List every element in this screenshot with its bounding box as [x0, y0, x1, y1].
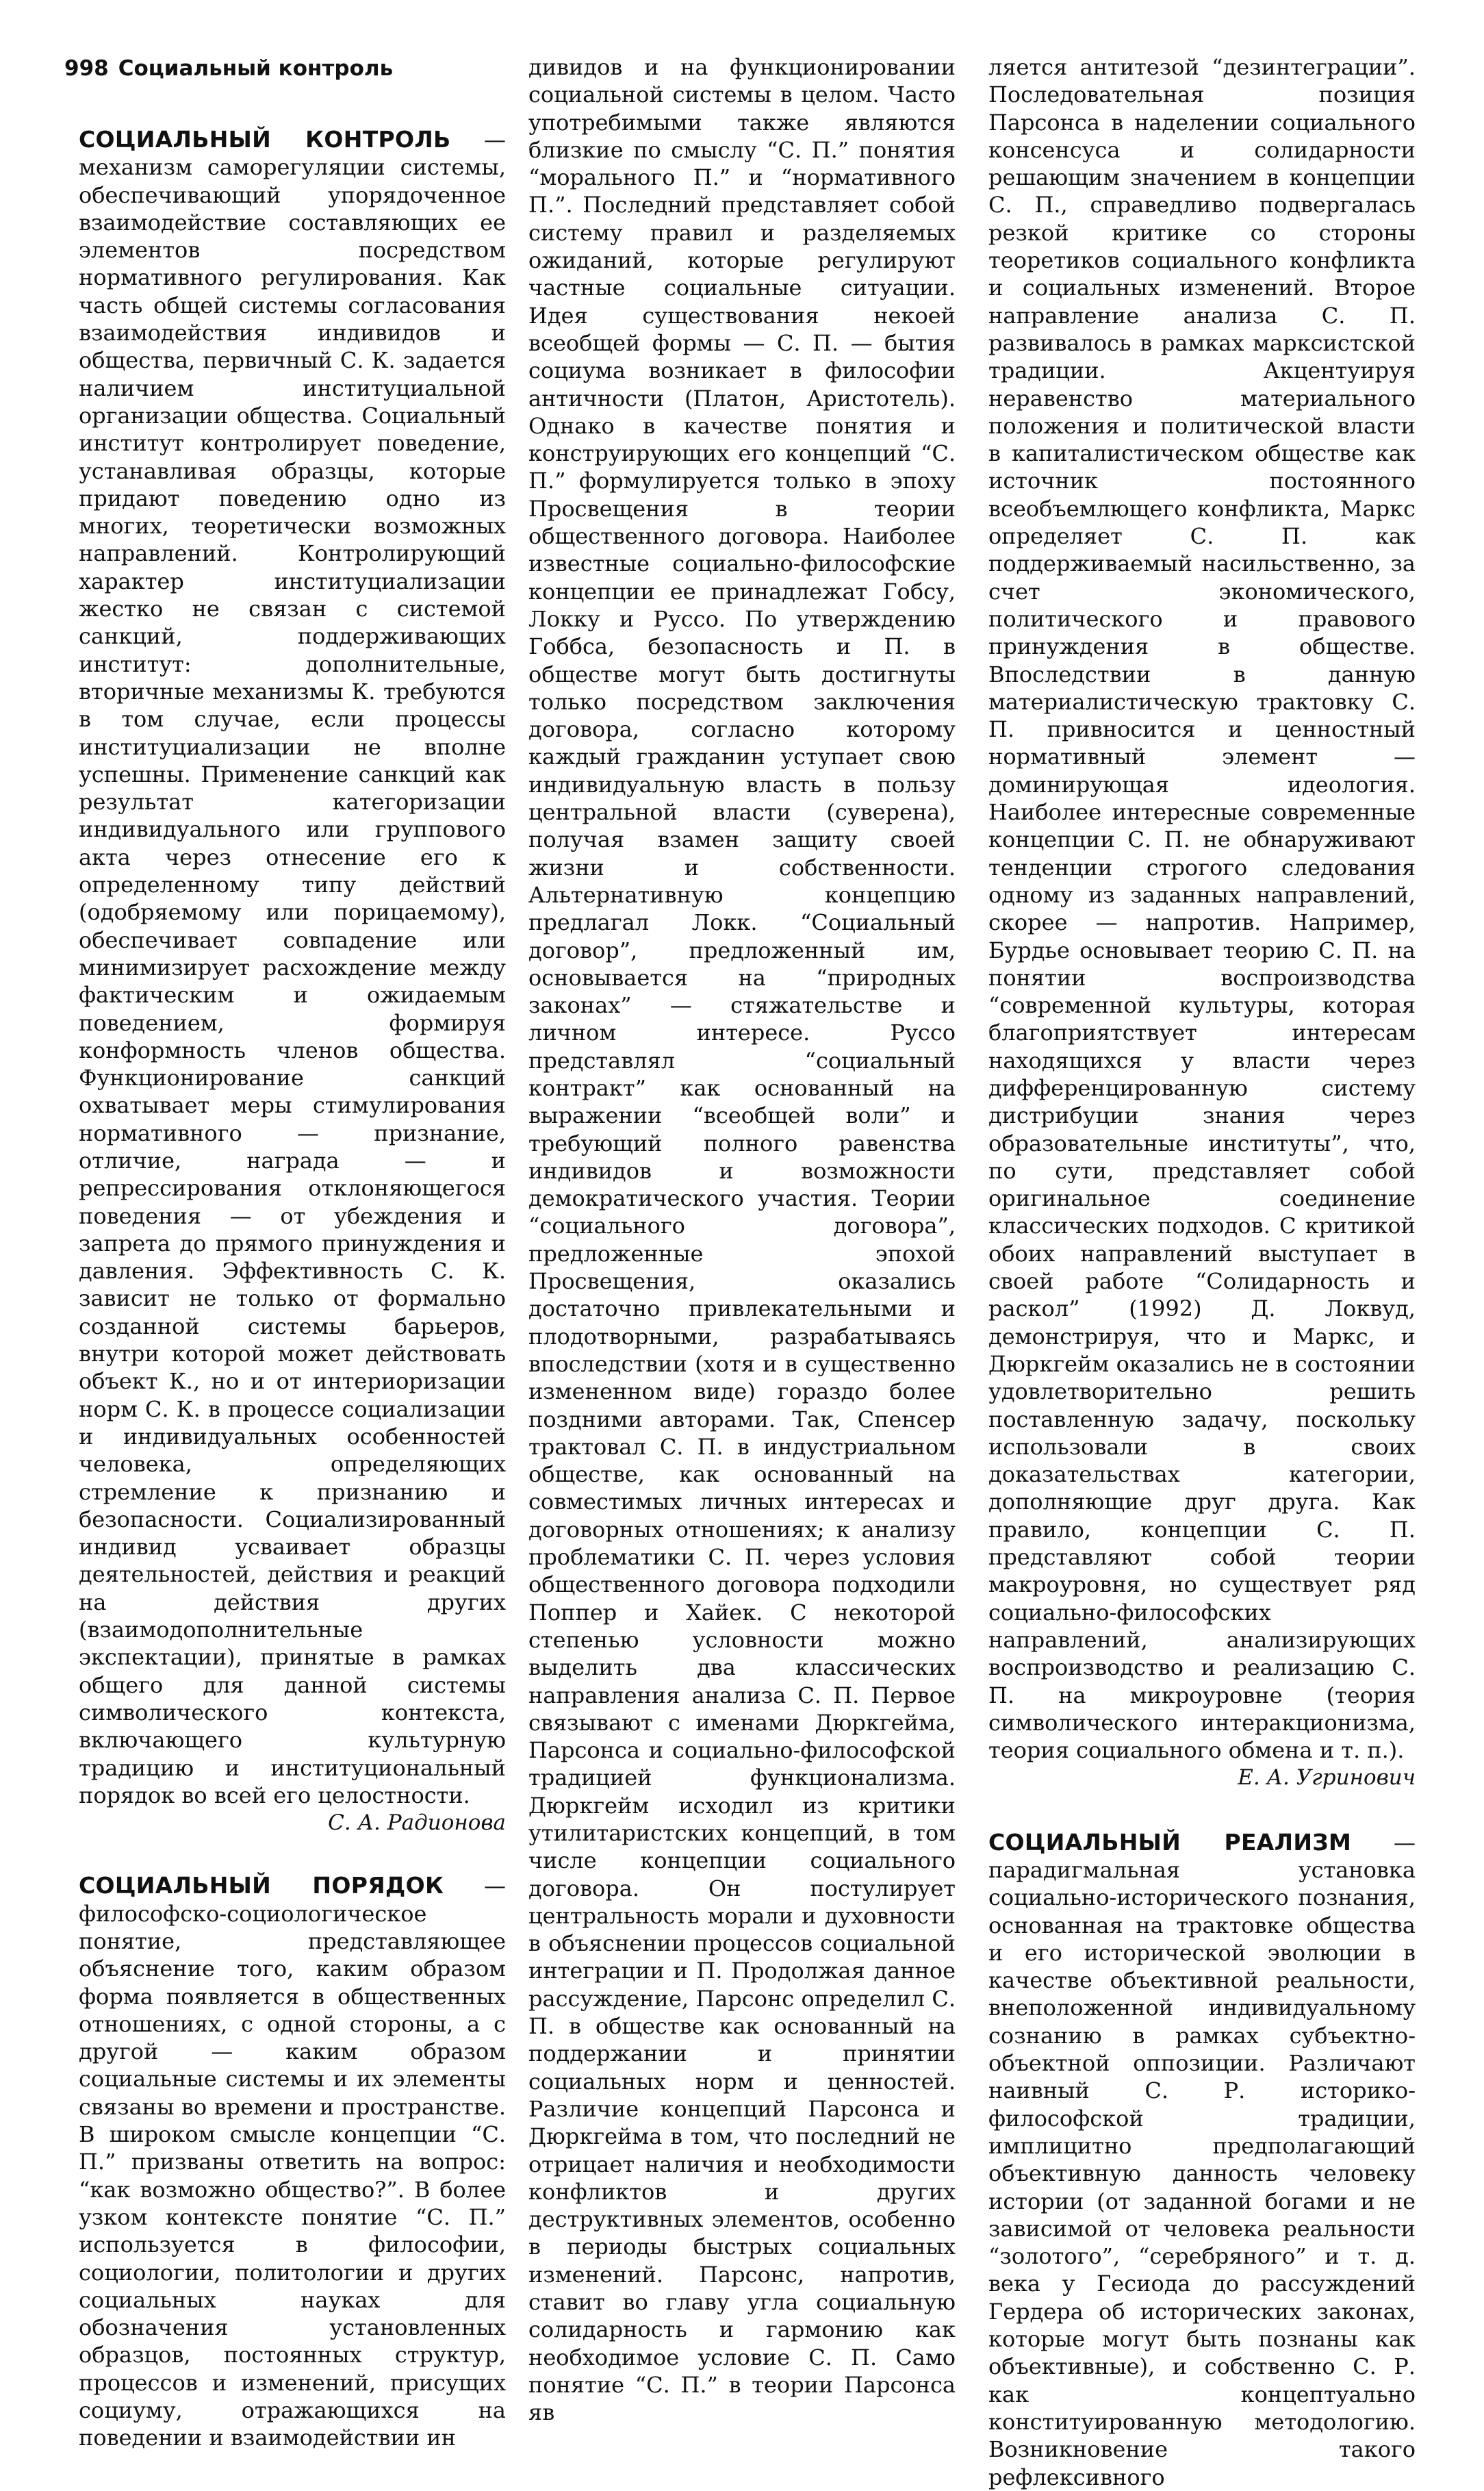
- entry-body: — парадигмальная установка социально-исторического познания, основанная на трактовке общества и его исторической эволюции в качестве объективной реальности, внеположенной индивидуальному сознанию в рамках субъектно-объектной оппозиции. Различают наивный С. Р. историко-философской традиции, имплицитно предполагающий объективную данность человеку истории (от заданной богами и не зависимой от человека реальности “золотого”, “серебряного” и т. д. века у Гесиода до рассуждений Гердера об исторических законах, которые могут быть познаны как объективные), и собственно С. Р. как концептуально конституированную методологию. Возникновение такого рефлексивного: [988, 1829, 1416, 2490]
- entry-body: — философско-социологическое понятие, представляющее объяснение того, каким образом форма появляется в общественных отношениях, с одной стороны, а с другой — каким образом социальные системы и их элементы связаны во времени и пространстве. В широком смысле концепции “С. П.” призваны ответить на вопрос: “как возможно общество?”. В более узком контексте понятие “С. П.” используется в философии, социологии, политологии и других социальных науках для обозначения установленных образцов, постоянных структур, процессов и изменений, присущих социуму, отражающихся на поведении и взаимодействии ин: [79, 1873, 506, 2451]
- entry-body-continued: дивидов и на функционировании социальной системы в целом. Часто употребимыми также являются близкие по смыслу “С. П.” понятия “морального П.” и “нормативного П.”. Последний представляет собой систему правил и разделяемых ожиданий, которые регулируют частные социальные ситуации. Идея существования некоей всеобщей формы — С. П. — бытия социума возникает в философии античности (Платон, Аристотель). Однако в качестве понятия и конструирующих его концепций “С. П.” формулируется только в эпоху Просвещения в теории общественного договора. Наиболее известные социально-философские концепции ее принадлежат Гобсу, Локку и Руссо. По утверждению Гоббса, безопасность и П. в обществе могут быть достигнуты только посредством заключения договора, согласно которому каждый гражданин уступает свою индивидуальную власть в пользу центральной власти (суверена), получая взамен защиту своей жизни и собственности. Альтернативную концепцию предлагал Локк. “Социальный договор”, предложенный им, основывается на “природных законах” — стяжательстве и личном интересе. Руссо представлял “социальный контракт” как основанный на выражении “всеобщей воли” и требующий полного равенства индивидов и возможности демократического участия. Теории “социального договора”, предложенные эпохой Просвещения, оказались достаточно привлекательными и плодотворными, разрабатываясь впоследствии (хотя и в существенно измененном виде) гораздо более поздними авторами. Так, Спенсер трактовал С. П. в индустриальном обществе, как основанный на совместимых личных интересах и договорных отношениях; к анализу проблематики С. П. через условия общественного договора подходили Поппер и Хайек. С некоторой степенью условности можно выделить два классических направления анализа С. П. Первое связывают с именами Дюркгейма, Парсонса и социально-философской традицией функционализма. Дюркгейм исходил из критики утилитаристских концепций, в том числе концепции социального договора. Он постулирует центральность морали и духовности в объяснении процессов социальной интеграции и П. Продолжая данное рассуждение, Парсонс определил С. П. в обществе как основанный на поддержании и принятии социальных норм и ценностей. Различие концепций Парсонса и Дюркгейма в том, что последний не отрицает наличия и необходимости конфликтов и других деструктивных элементов, особенно в периоды быстрых социальных изменений. Парсонс, напротив, ставит во главу угла социальную солидарность и гармонию как необходимое условие С. П. Само понятие “С. П.” в теории Парсонса яв: [528, 54, 956, 2426]
- entry-body-continued: ляется антитезой “дезинтеграции”. Последовательная позиция Парсонса в наделении социального консенсуса и солидарности решающим значением в концепции С. П., справедливо подвергалась резкой критике со стороны теоретиков социального конфликта и социальных изменений. Второе направление анализа С. П. развивалось в рамках марксистской традиции. Акцентуируя неравенство материального положения и политической власти в капиталистическом обществе как источник постоянного всеобъемлющего конфликта, Маркс определяет С. П. как поддерживаемый насильственно, за счет экономического, политического и правового принуждения в обществе. Впоследствии в данную материалистическую трактовку С. П. привносится и ценностный нормативный элемент — доминирующая идеология. Наиболее интересные современные концепции С. П. не обнаруживают тенденции строгого следования одному из заданных направлений, скорее — напротив. Например, Бурдье основывает теорию С. П. на понятии воспроизводства “современной культуры, которая благоприятствует интересам находящихся у власти через дифференцированную систему дистрибуции знания через образовательные институты”, что, по сути, представляет собой оригинальное соединение классических подходов. С критикой обоих направлений выступает в своей работе “Солидарность и раскол” (1992) Д. Локвуд, демонстрируя, что и Маркс, и Дюркгейм оказались не в состоянии удовлетворительно решить поставленную задачу, поскольку использовали в своих доказательствах категории, дополняющие друг друга. Как правило, концепции С. П. представляют собой теории макроуровня, но существует ряд социально-философских направлений, анализирующих воспроизводство и реализацию С. П. на микроуровне (теория символического интеракционизма, теория социального обмена и т. п.).: [988, 54, 1416, 1764]
- page-number: 998: [64, 56, 109, 81]
- entry-social-control: [79, 126, 506, 1809]
- entry-title: СОЦИАЛЬНЫЙ КОНТРОЛЬ: [79, 126, 451, 153]
- entry-author: Е. А. Угринович: [1238, 1765, 1416, 1791]
- entry-separator: [79, 1836, 506, 1872]
- entry-body: — механизм саморегуляции системы, обеспечивающий упорядоченное взаимодействие составляющих ее элементов посредством нормативного регулирования. Как часть общей системы согласования взаимодействия индивидов и общества, первичный С. К. задается наличием институциальной организации общества. Социальный институт контролирует поведение, устанавливая образцы, которые придают поведению одно из многих, теоретически возможных направлений. Контролирующий характер институциализации жестко не связан с системой санкций, поддерживающих институт: дополнительные, вторичные механизмы К. требуются в том случае, если процессы институциализации не вполне успешны. Применение санкций как результат категоризации индивидуального или группового акта через отнесение его к определенному типу действий (одобряемому или порицаемому), обеспечивает совпадение или минимизирует расхождение между фактическим и ожидаемым поведением, формируя конформность членов общества. Функционирование санкций охватывает меры стимулирования нормативного — признание, отличие, награда — и репрессирования отклоняющегося поведения — от убеждения и запрета до прямого принуждения и давления. Эффективность С. К. зависит не только от формально созданной системы барьеров, внутри которой может действовать объект К., но и от интериоризации норм С. К. в процессе социализации и индивидуальных особенностей человека, определяющих стремление к признанию и безопасности. Социализированный индивид усваивает образцы деятельностей, действия и реакций на действия других (взаимодополнительные экспектации), принятые в рамках общего для данной системы символического контекста, включающего культурную традицию и институциональный порядок во всей его целостности.: [79, 127, 506, 1808]
- column-1: [79, 126, 506, 2452]
- column-2: [528, 53, 956, 2427]
- entry-separator: [988, 1792, 1416, 1829]
- entry-social-order: [79, 1872, 506, 2451]
- entry-title: СОЦИАЛЬНЫЙ РЕАЛИЗМ: [988, 1828, 1352, 1856]
- entry-title: СОЦИАЛЬНЫЙ ПОРЯДОК: [79, 1872, 444, 1899]
- entry-social-realism: [988, 1829, 1416, 2491]
- running-head: [64, 56, 393, 81]
- column-3: [988, 53, 1416, 2491]
- entry-author: С. А. Радионова: [328, 1810, 506, 1836]
- running-title: Социальный контроль: [118, 56, 394, 81]
